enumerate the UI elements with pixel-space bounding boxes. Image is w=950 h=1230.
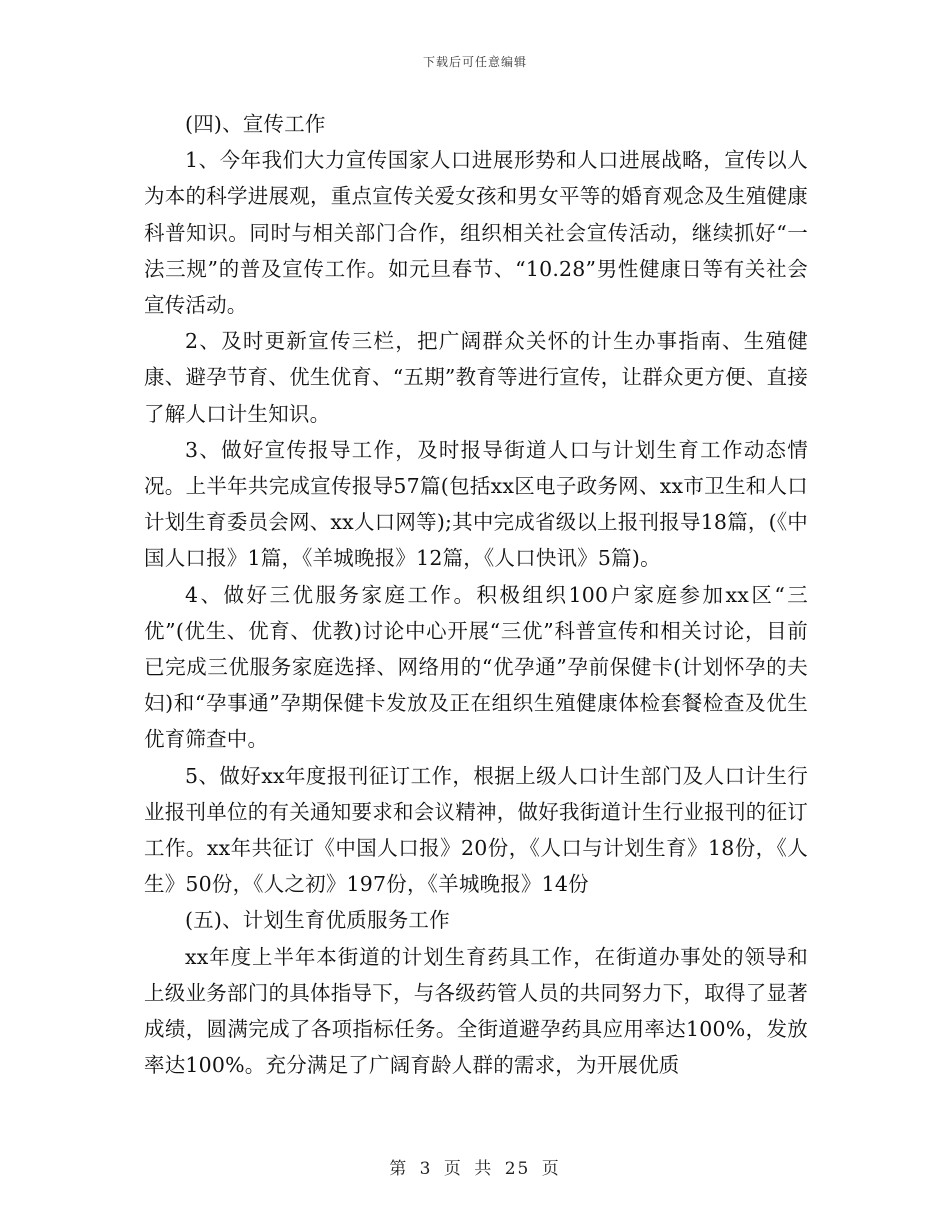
document-body (144, 106, 808, 1083)
page-header-note: 下载后可任意编辑 (422, 55, 527, 69)
paragraph-contraceptive-work: xx年度上半年本街道的计划生育药具工作，在街道办事处的领导和上级业务部门的具体指导下，与各级药管人员的共同努力下，取得了显著成绩，圆满完成了各项指标任务。全街道避孕药具应用率达100%，发放率达100%。充分满足了广阔育龄人群的需求，为开展优质 (144, 944, 808, 1078)
section-heading-quality-service: (五)、计划生育优质服务工作 (185, 908, 450, 933)
paragraph-item-2: 2、及时更新宣传三栏，把广阔群众关怀的计生办事指南、生殖健康、避孕节育、优生优育、“五期”教育等进行宣传，让群众更方便、直接了解人口计生知识。 (144, 329, 808, 426)
paragraph-item-3: 3、做好宣传报导工作，及时报导街道人口与计划生育工作动态情况。上半年共完成宣传报导57篇(包括xx区电子政务网、xx市卫生和人口计划生育委员会网、xx人口网等);其中完成省级以上报刊报导18篇，(《中国人口报》1篇，《羊城晚报》12篇，《人口快讯》5篇)。 (144, 437, 808, 571)
section-heading-publicity: (四)、宣传工作 (185, 112, 326, 136)
paragraph-item-1: 1、今年我们大力宣传国家人口进展形势和人口进展战略，宣传以人为本的科学进展观，重点宣传关爱女孩和男女平等的婚育观念及生殖健康科普知识。同时与相关部门合作，组织相关社会宣传活动，继续抓好“一法三规”的普及宣传工作。如元旦春节、“10.28”男性健康日等有关社会宣传活动。 (144, 148, 808, 318)
paragraph-item-4: 4、做好三优服务家庭工作。积极组织100户家庭参加xx区“三优”(优生、优育、优教)讨论中心开展“三优”科普宣传和相关讨论，目前已完成三优服务家庭选择、网络用的“优孕通”孕前保健卡(计划怀孕的夫妇)和“孕事通”孕期保健卡发放及正在组织生殖健康体检套餐检查及优生优育筛查中。 (144, 582, 808, 752)
paragraph-item-5: 5、做好xx年度报刊征订工作，根据上级人口计生部门及人口计生行业报刊单位的有关通知要求和会议精神，做好我街道计生行业报刊的征订工作。xx年共征订《中国人口报》20份，《人口与计划生育》18份，《人生》50份，《人之初》197份，《羊城晚报》14份 (144, 763, 808, 897)
page-number-footer: 第 3 页 共 25 页 (389, 1159, 561, 1179)
